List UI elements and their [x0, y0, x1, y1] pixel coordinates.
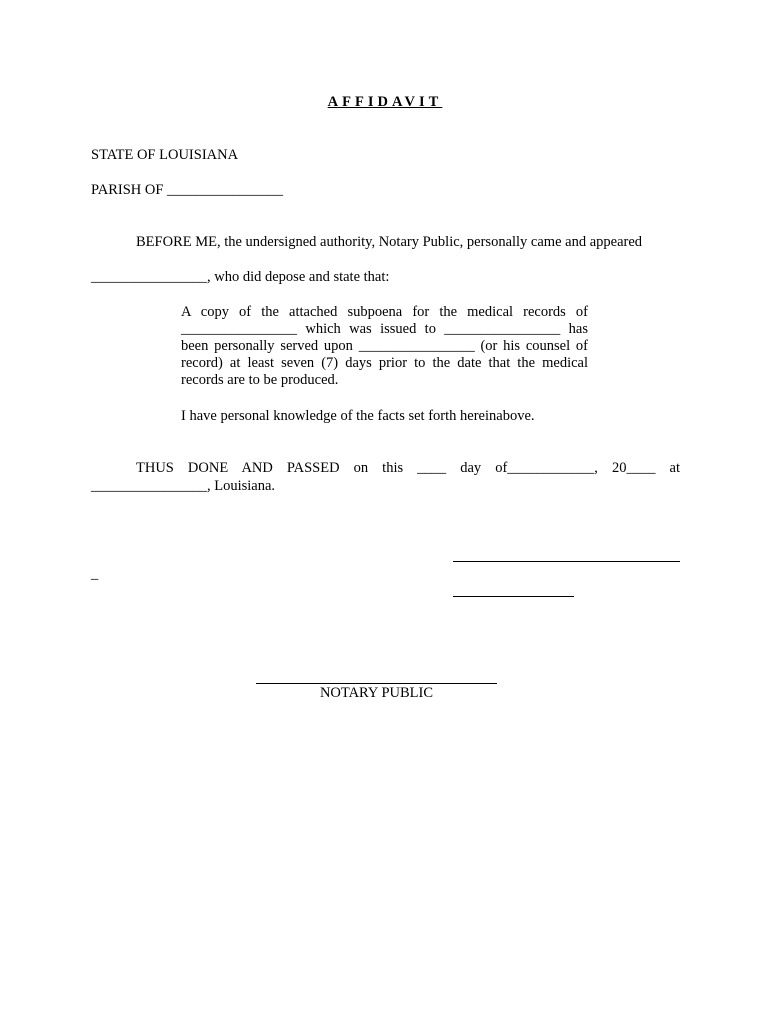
knowledge-line: I have personal knowledge of the facts set forth hereinabove. — [181, 408, 535, 424]
state-line: STATE OF LOUISIANA — [91, 147, 239, 163]
signature-line-affiant — [453, 561, 680, 562]
thus-done-line-1: THUS DONE AND PASSED on this ____ day of____________, 20____ at — [136, 460, 680, 476]
depose-line: ________________, who did depose and state that: — [91, 269, 390, 285]
subpoena-line-5: records are to be produced. — [181, 372, 339, 388]
parish-line: PARISH OF ________________ — [91, 182, 284, 198]
signature-line-notary — [256, 683, 497, 684]
signature-line-secondary — [453, 596, 574, 597]
document-title: AFFIDAVIT — [327, 94, 443, 110]
thus-done-line-2: ________________, Louisiana. — [91, 478, 276, 494]
subpoena-line-4: record) at least seven (7) days prior to the date that the medical — [181, 355, 588, 371]
subpoena-paragraph — [181, 304, 588, 389]
thus-done-first — [136, 460, 680, 477]
before-me-line: BEFORE ME, the undersigned authority, Notary Public, personally came and appeared — [136, 234, 643, 250]
subpoena-line-1: A copy of the attached subpoena for the medical records of — [181, 304, 588, 320]
subpoena-line-2: ________________ which was issued to ________________ has — [181, 321, 588, 337]
left-mark: _ — [91, 566, 99, 582]
subpoena-line-3: been personally served upon ________________ (or his counsel of — [181, 338, 588, 354]
notary-public-label: NOTARY PUBLIC — [319, 685, 434, 701]
